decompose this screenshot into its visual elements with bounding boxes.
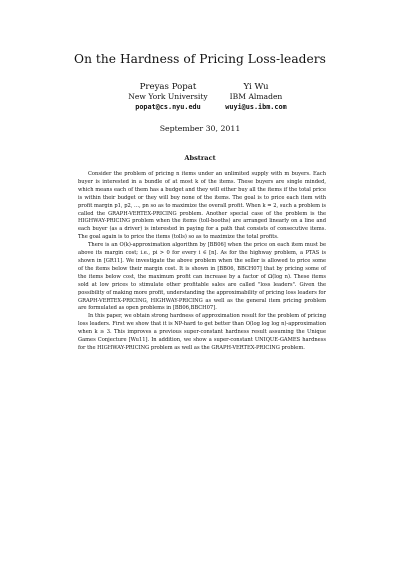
abstract-body — [78, 171, 326, 353]
abstract-paragraph: In this paper, we obtain strong hardness of approximation result for the problem of pricing loss leaders. First we show that it is NP-hard to get better than O(log log log n)-approximation when k ≥ 3. This improves a previous super-constant hardness result assuming the Unique Games Conjecture [Wu11]. In addition, we show a super-constant UNIQUE-GAMES hardness for the HIGHWAY-PRICING problem as well as the GRAPH-VERTEX-PRICING problem. — [78, 313, 326, 351]
author-email: popat@cs.nyu.edu — [135, 103, 201, 111]
author-name: Yi Wu — [243, 82, 269, 92]
author-email: wuyi@us.ibm.com — [225, 103, 287, 111]
author-block-2 — [208, 82, 304, 112]
abstract-paragraph: Consider the problem of pricing n items under an unlimited supply with m buyers. Each buyer is interested in a bundle of at most k of the items. These buyers are single minded, which means each of them has a budget and they will either buy all the items if the total price is within their budget or they will buy none of the items. The goal is to price each item with profit margin p1, p2, ..., pn so as to maximize the overall profit. When k = 2, such a problem is called the GRAPH-VERTEX-PRICING problem. Another special case of the problem is the HIGHWAY-PRICING problem when the items (toll-booths) are arranged linearly on a line and each buyer (as a driver) is interested in paying for a path that consists of consecutive items. The goal again is to price the items (tolls) so as to maximize the total profits. — [78, 171, 326, 241]
author-affiliation: IBM Almaden — [229, 92, 283, 101]
paper-date: September 30, 2011 — [159, 124, 241, 133]
paper-title: On the Hardness of Pricing Loss-leaders — [74, 52, 326, 66]
author-name: Preyas Popat — [139, 82, 197, 92]
abstract-heading: Abstract — [184, 154, 216, 162]
abstract-paragraph: There is an O(k)-approximation algorithm by [BB06] when the price on each item must be above its margin cost; i.e., pi > 0 for every i ∈ [n]. As for the highway problem, a PTAS is shown in [GR11]. We investigate the above problem when the seller is allowed to price some of the items below their margin cost. It is shown in [BB06, BBCH07] that by pricing some of the items below cost, the maximum profit can increase by a factor of Ω(log n). These items sold at low prices to stimulate other profitable sales are called "loss leaders". Given the possibility of making more profit, understanding the approximability of pricing loss leaders for GRAPH-VERTEX-PRICING, HIGHWAY-PRICING as well as the general item pricing problem are formulated as open problems in [BB06,BBCH07]. — [78, 242, 326, 312]
author-affiliation: New York University — [128, 92, 208, 101]
